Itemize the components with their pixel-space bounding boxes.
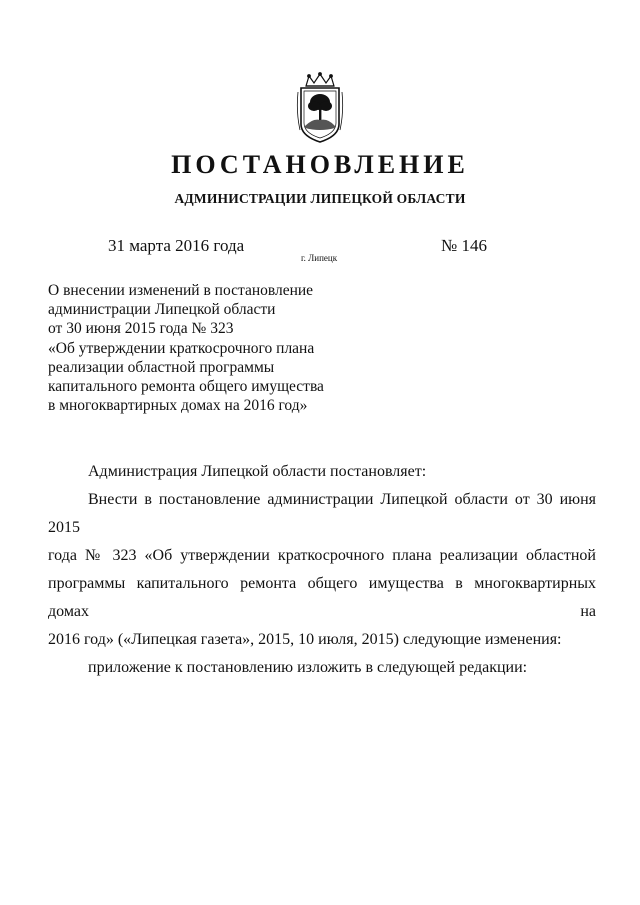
document-number: № 146 — [441, 236, 487, 255]
subject-line: реализации областной программы — [48, 358, 275, 376]
paragraph-line: года № 323 «Об утверждении краткосрочного плана реализации областной — [48, 547, 596, 564]
document-body — [48, 458, 596, 682]
subject-line: администрации Липецкой области — [48, 301, 276, 319]
subject-line: в многоквартирных домах на 2016 год» — [48, 397, 308, 415]
paragraph-line: 2016 год» («Липецкая газета», 2015, 10 июля, 2015) следующие изменения: — [48, 631, 562, 648]
amendment-text: приложение к постановлению изложить в следующей редакции: — [88, 659, 528, 676]
document-date: 31 марта 2016 года — [108, 236, 245, 255]
document-title: ПОСТАНОВЛЕНИЕ — [171, 150, 469, 179]
document-city: г. Липецк — [301, 253, 338, 263]
subject-line: от 30 июня 2015 года № 323 — [48, 320, 234, 338]
lipetsk-coat-of-arms-icon — [295, 72, 345, 144]
resolution-intro: Администрация Липецкой области постановляет: — [88, 463, 427, 480]
subject-line: «Об утверждении краткосрочного плана — [48, 339, 315, 357]
paragraph-line: программы капитального ремонта общего имущества в многоквартирных домах на — [48, 575, 596, 620]
paragraph-line: Внести в постановление администрации Липецкой области от 30 июня 2015 — [48, 491, 596, 536]
issuing-authority: АДМИНИСТРАЦИИ ЛИПЕЦКОЙ ОБЛАСТИ — [174, 191, 466, 206]
subject-line: О внесении изменений в постановление — [48, 282, 314, 299]
subject-line: капитального ремонта общего имущества — [48, 378, 324, 396]
resolution-paragraph — [48, 486, 596, 654]
document-subject — [48, 281, 324, 415]
